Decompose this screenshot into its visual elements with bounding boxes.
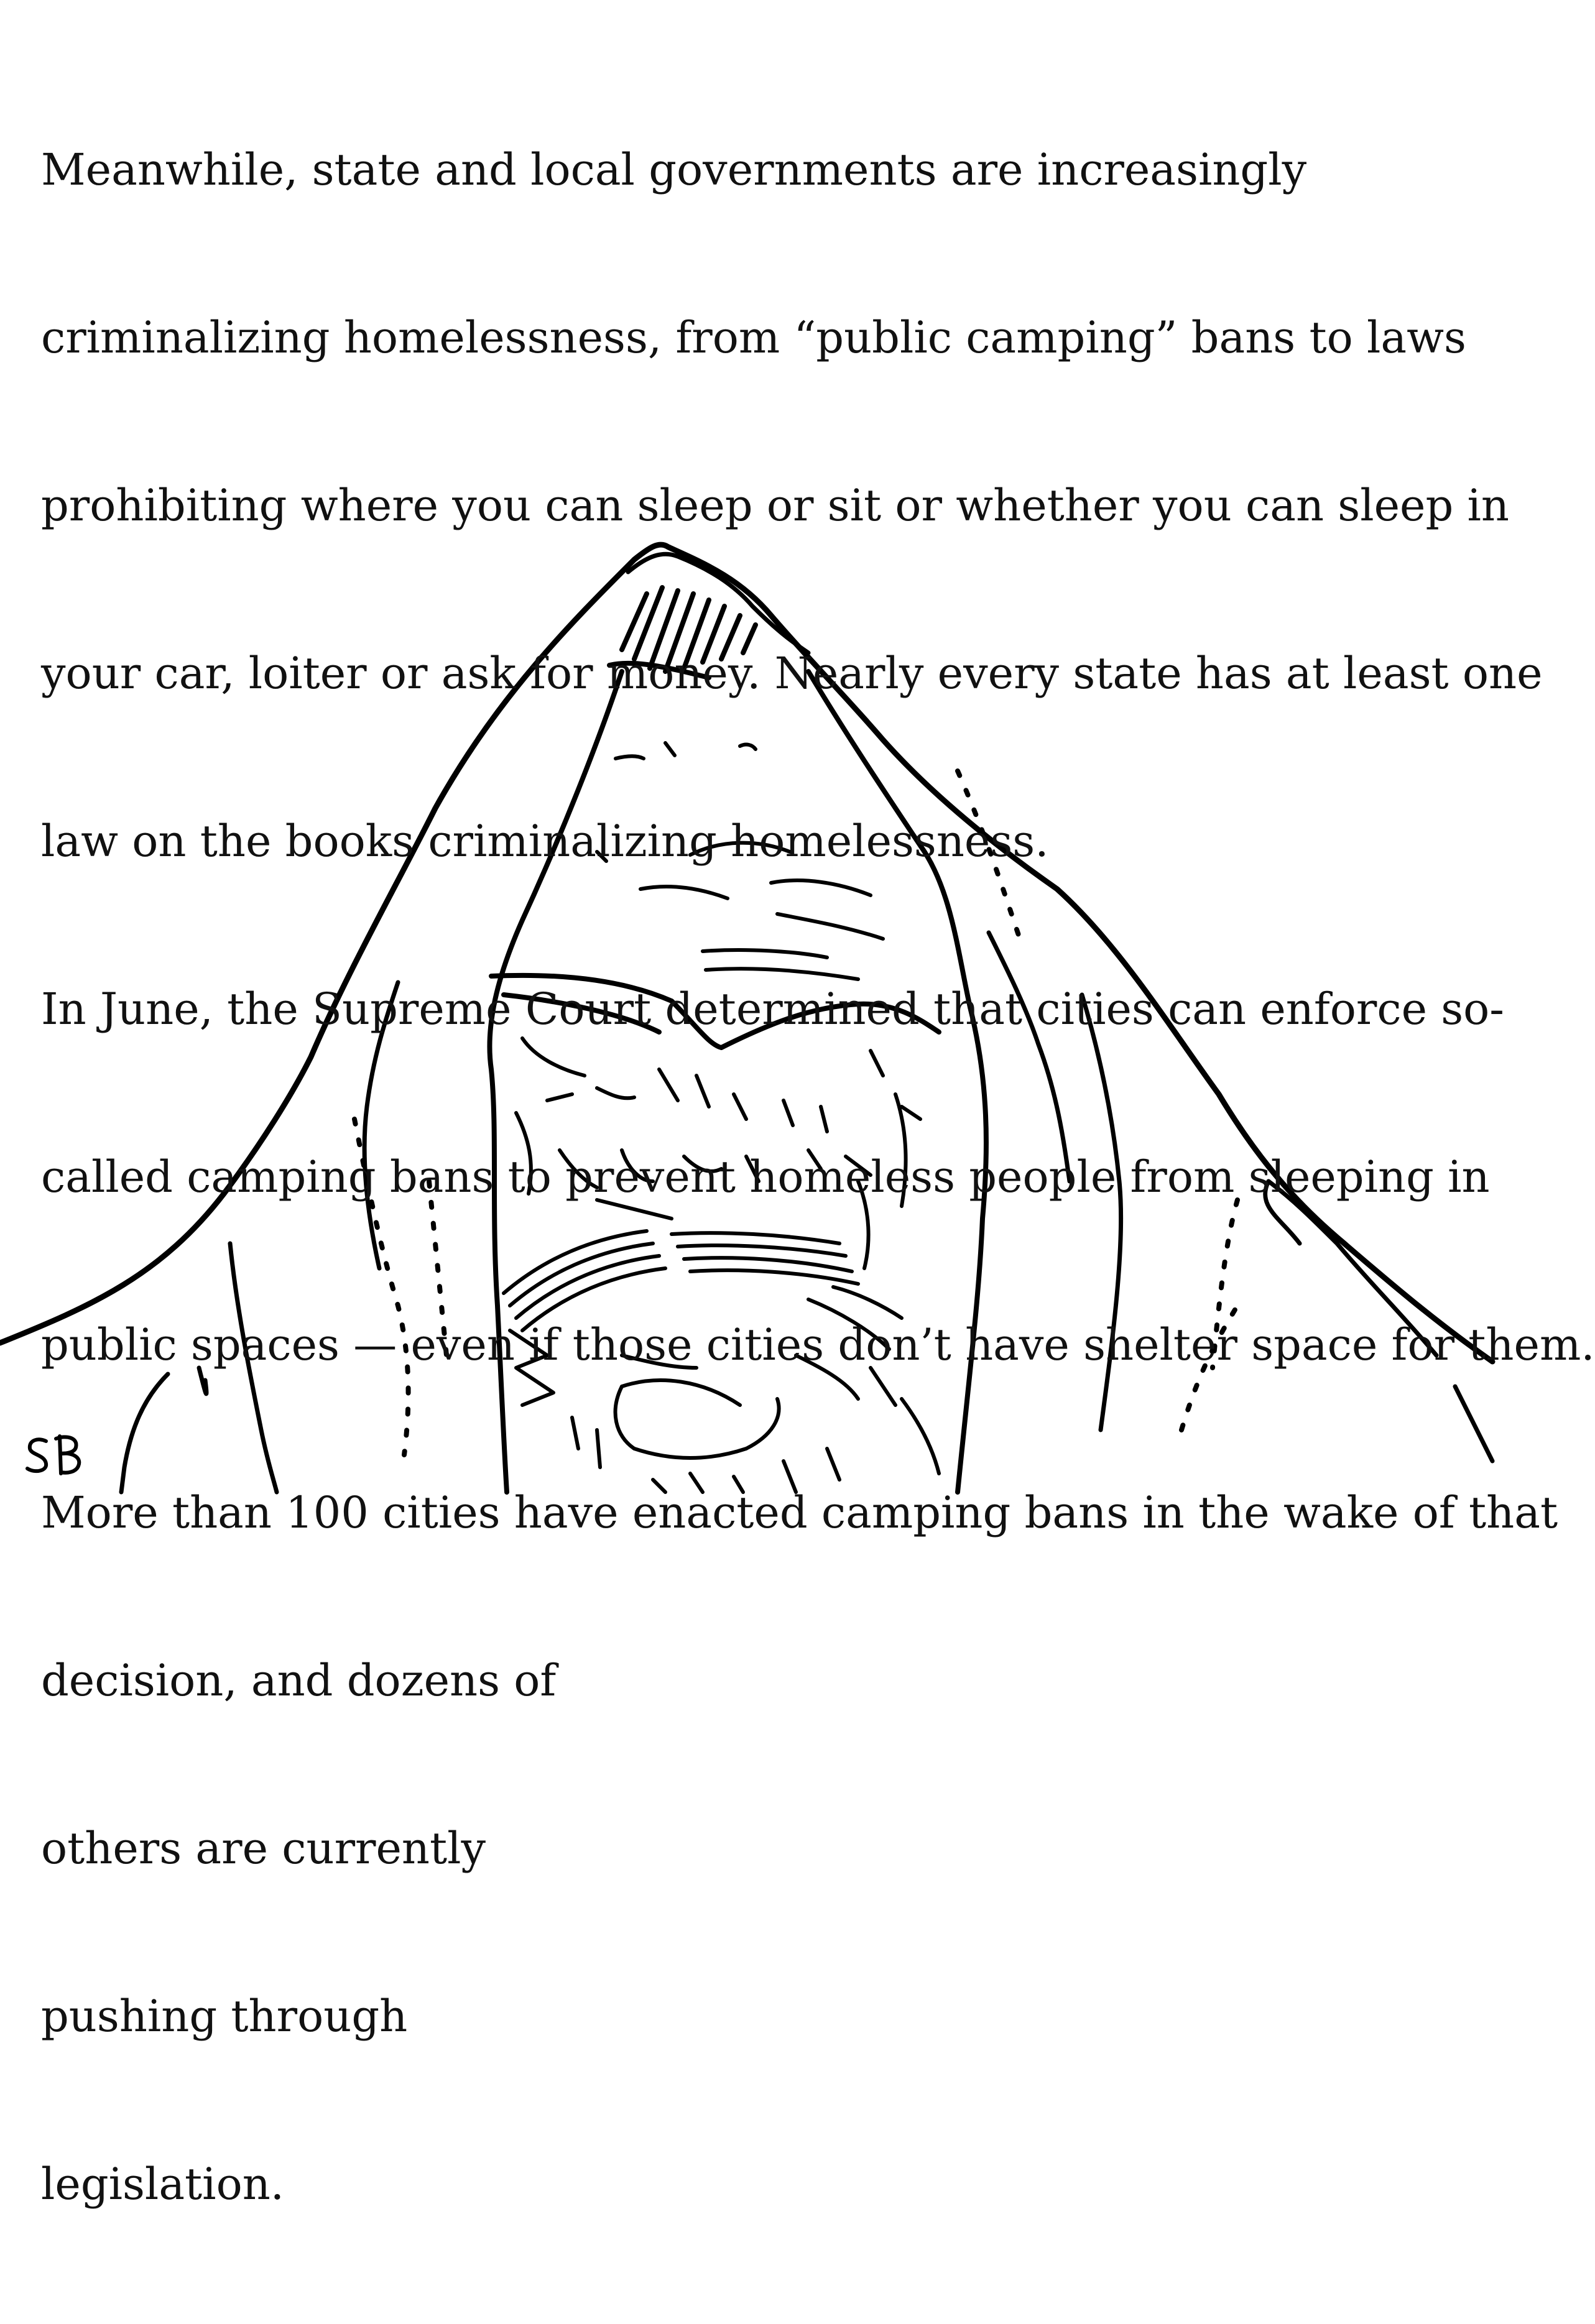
caption-line: pushing through [41, 1991, 408, 2042]
caption-line: prohibiting where you can sleep or sit or whether you can sleep in [41, 480, 1509, 531]
caption-line: More than 100 cities have enacted camping bans in the wake of that [41, 1487, 1558, 1538]
caption-line: law on the books criminalizing homelessness. [41, 816, 1049, 867]
caption-line: In June, the Supreme Court determined that cities can enforce so- [41, 984, 1504, 1035]
caption-line: criminalizing homelessness, from “public camping” bans to laws [41, 312, 1466, 363]
caption-line: called camping bans to prevent homeless people from sleeping in [41, 1151, 1490, 1202]
caption-line: legislation. [41, 2159, 285, 2210]
caption-line: decision, and dozens of [41, 1655, 557, 1706]
artist-signature [21, 1430, 96, 1480]
caption-line: public spaces — even if those cities don’t have shelter space for them. [41, 1319, 1595, 1370]
caption-line: others are currently [41, 1823, 486, 1874]
caption-line: Meanwhile, state and local governments are increasingly [41, 144, 1307, 195]
caption-line: your car, loiter or ask for money. Nearly every state has at least one [41, 648, 1543, 699]
caption-paragraph [41, 30, 1595, 2324]
